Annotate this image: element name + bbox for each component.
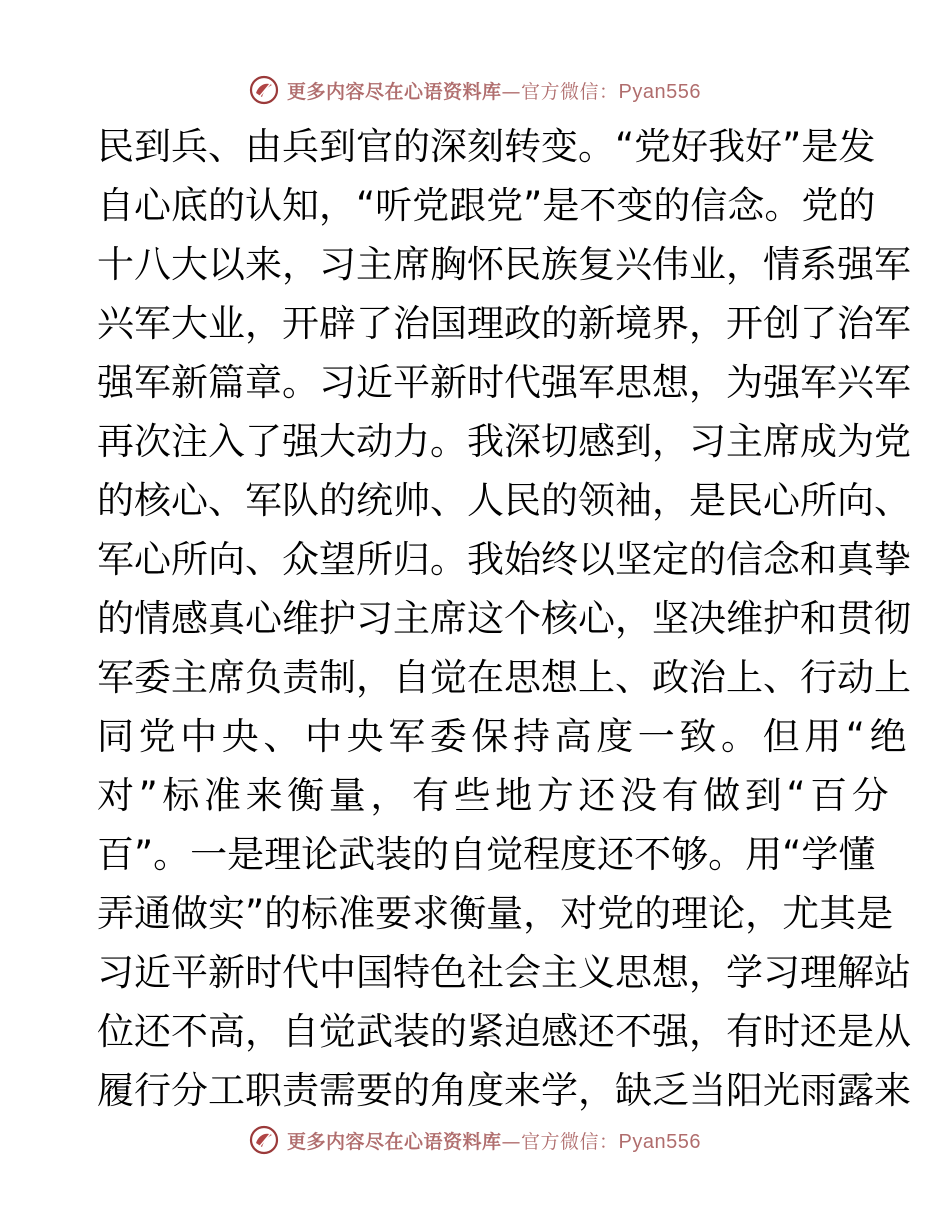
text-line: 履行分工职责需要的角度来学，缺乏当阳光雨露来: [97, 1069, 911, 1112]
header-separator: —: [501, 80, 522, 103]
header-wechat-id: Pyan556: [618, 80, 701, 103]
header-contact-label: 官方微信：: [521, 80, 619, 103]
text-line: 军委主席负责制，自觉在思想上、政治上、行动上: [97, 656, 911, 699]
footer-watermark: [0, 1120, 950, 1160]
header-site-text: 更多内容尽在心语资料库: [287, 80, 502, 103]
logo-icon: [249, 1125, 279, 1155]
footer-site-text: 更多内容尽在心语资料库: [287, 1130, 502, 1153]
footer-separator: —: [501, 1130, 522, 1153]
text-line: 民到兵、由兵到官的深刻转变。“党好我好”是发: [97, 125, 876, 168]
text-line: 强军新篇章。习近平新时代强军思想，为强军兴军: [97, 361, 911, 404]
text-line: 同党中央、中央军委保持高度一致。但用“绝: [97, 715, 912, 758]
footer-wechat-id: Pyan556: [618, 1130, 701, 1153]
text-line: 自心底的认知，“听党跟党”是不变的信念。党的: [97, 184, 876, 227]
text-line: 弄通做实”的标准要求衡量，对党的理论，尤其是: [97, 892, 894, 935]
text-line: 位还不高，自觉武装的紧迫感还不强，有时还是从: [97, 1010, 911, 1053]
text-line: 十八大以来，习主席胸怀民族复兴伟业，情系强军: [97, 243, 911, 286]
header-text: [287, 77, 701, 104]
footer-text: [287, 1127, 701, 1154]
footer-contact-label: 官方微信：: [521, 1130, 619, 1153]
document-body: [97, 117, 912, 1120]
text-line: 习近平新时代中国特色社会主义思想，学习理解站: [97, 951, 911, 994]
text-line: 的核心、军队的统帅、人民的领袖，是民心所向、: [97, 479, 911, 522]
logo-icon: [249, 75, 279, 105]
text-line: 兴军大业，开辟了治国理政的新境界，开创了治军: [97, 302, 911, 345]
text-line: 对”标准来衡量，有些地方还没有做到“百分: [97, 774, 894, 817]
header-watermark: [0, 70, 950, 110]
text-line: 军心所向、众望所归。我始终以坚定的信念和真挚: [97, 538, 911, 581]
text-line: 的情感真心维护习主席这个核心，坚决维护和贯彻: [97, 597, 911, 640]
text-line: 再次注入了强大动力。我深切感到，习主席成为党: [97, 420, 911, 463]
text-line: 百”。一是理论武装的自觉程度还不够。用“学懂: [97, 833, 876, 876]
